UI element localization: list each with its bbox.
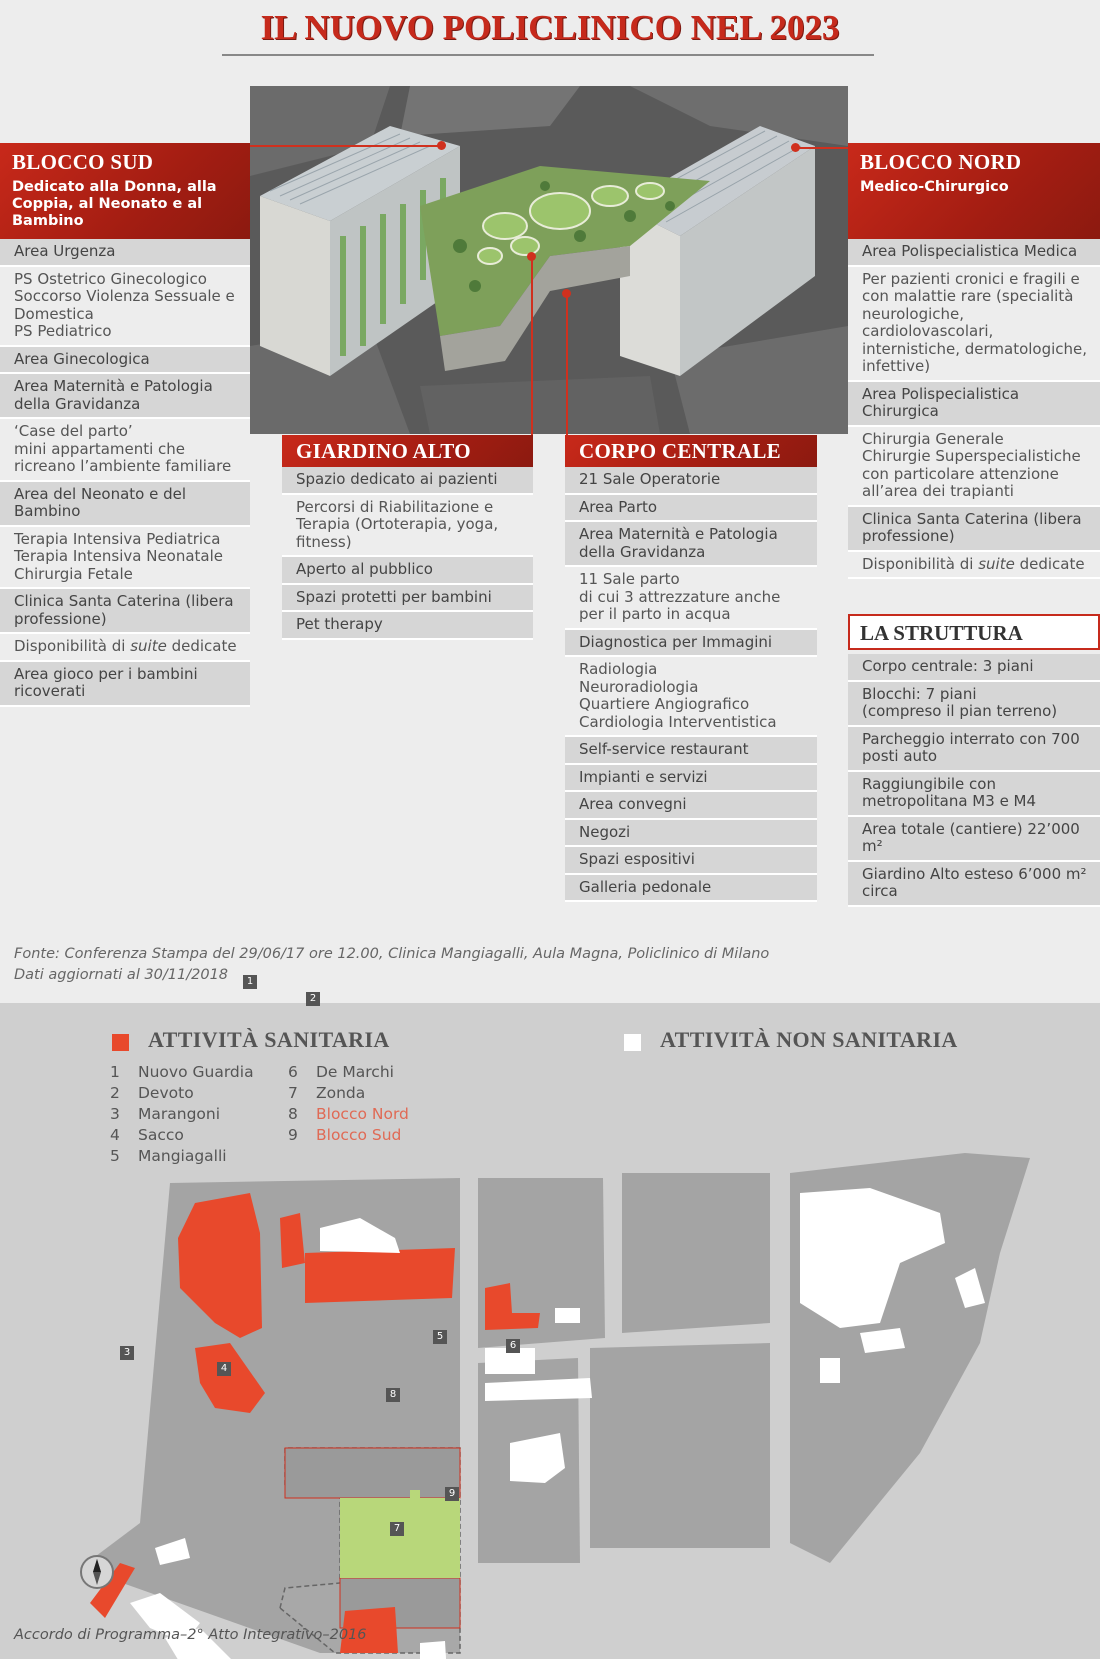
blocco-nord-row: Chirurgia Generale Chirurgie Superspecialistiche con particolare attenzione all’area dei trapianti: [848, 427, 1100, 505]
corpo-centrale-row: Area convegni: [565, 792, 817, 818]
corpo-centrale-row: Impianti e servizi: [565, 765, 817, 791]
legend-number: 6: [288, 1063, 298, 1081]
blocco-sud-row: Area Urgenza: [0, 239, 250, 265]
legend-label: Mangiagalli: [138, 1147, 227, 1165]
la-struttura-row: Area totale (cantiere) 22’000 m²: [848, 817, 1100, 860]
corpo-centrale-row: 21 Sale Operatorie: [565, 467, 817, 493]
corpo-centrale-row: Galleria pedonale: [565, 875, 817, 901]
map-building-label: 7: [390, 1522, 404, 1536]
blocco-sud-row: Area Ginecologica: [0, 347, 250, 373]
corpo-centrale-row: Area Parto: [565, 495, 817, 521]
blocco-nord-heading: BLOCCO NORD: [860, 150, 1022, 174]
row-divider: [848, 905, 1100, 907]
legend-number: 5: [110, 1147, 120, 1165]
connector-line: [795, 147, 848, 149]
corpo-centrale-row: Negozi: [565, 820, 817, 846]
blocco-sud-row: PS Ostetrico Ginecologico Soccorso Violenza Sessuale e Domestica PS Pediatrico: [0, 267, 250, 345]
blocco-sud-row: Clinica Santa Caterina (libera professione): [0, 589, 250, 632]
la-struttura-row: Corpo centrale: 3 piani: [848, 654, 1100, 680]
blocco-nord-row: Clinica Santa Caterina (libera professione): [848, 507, 1100, 550]
map-building-label: 4: [217, 1362, 231, 1376]
connector-dot: [791, 143, 800, 152]
legend-label: Nuovo Guardia: [138, 1063, 254, 1081]
giardino-alto-row: Spazi protetti per bambini: [282, 585, 533, 611]
blocco-sud-header: [0, 143, 250, 239]
blocco-sud-heading: BLOCCO SUD: [12, 150, 154, 174]
giardino-alto-row: Pet therapy: [282, 612, 533, 638]
legend-label: Marangoni: [138, 1105, 221, 1123]
blocco-nord-panel: [848, 143, 1100, 579]
map-building-label: 8: [386, 1388, 400, 1402]
giardino-alto-row: Aperto al pubblico: [282, 557, 533, 583]
site-map-section: [0, 976, 1100, 1659]
site-map: [0, 1003, 1100, 1659]
row-divider: [0, 705, 250, 707]
corpo-centrale-rows: [565, 467, 817, 902]
map-building-label: 3: [120, 1346, 134, 1360]
row-divider: [848, 577, 1100, 579]
source-note: [14, 944, 769, 986]
blocco-sud-row: Area Maternità e Patologia della Gravidanza: [0, 374, 250, 417]
blocco-sud-rows: [0, 239, 250, 707]
map-building-label: 5: [433, 1330, 447, 1344]
corpo-centrale-row: Radiologia Neuroradiologia Quartiere Angiografico Cardiologia Interventistica: [565, 657, 817, 735]
la-struttura-rows: [848, 654, 1100, 907]
giardino-alto-header: [282, 435, 533, 467]
giardino-alto-row: Percorsi di Riabilitazione e Terapia (Ortoterapia, yoga, fitness): [282, 495, 533, 556]
blocco-nord-rows: [848, 239, 1100, 579]
map-building-label: 6: [506, 1339, 520, 1353]
legend-label: De Marchi: [316, 1063, 394, 1081]
blocco-sud-subtitle: Dedicato alla Donna, alla Coppia, al Neonato e al Bambino: [12, 179, 217, 229]
la-struttura-row: Blocchi: 7 piani (compreso il pian terreno): [848, 682, 1100, 725]
la-struttura-header: [848, 614, 1100, 650]
corpo-centrale-row: Spazi espositivi: [565, 847, 817, 873]
blocco-sud-row: Area gioco per i bambini ricoverati: [0, 662, 250, 705]
map-building-label: 1: [243, 975, 257, 989]
connector-dot: [527, 252, 536, 261]
blocco-sud-row: Terapia Intensiva Pediatrica Terapia Intensiva Neonatale Chirurgia Fetale: [0, 527, 250, 588]
giardino-alto-panel: [282, 435, 533, 640]
la-struttura-panel: [848, 614, 1100, 907]
page-title: IL NUOVO POLICLINICO NEL 2023: [260, 8, 840, 47]
blocco-nord-header: [848, 143, 1100, 239]
corpo-centrale-header: [565, 435, 817, 467]
sanitaria-legend-title: ATTIVITÀ SANITARIA: [148, 1027, 390, 1052]
la-struttura-row: Raggiungibile con metropolitana M3 e M4: [848, 772, 1100, 815]
compass-icon: [78, 1553, 116, 1591]
legend-label: Blocco Nord: [316, 1105, 409, 1123]
title-underline: [222, 54, 874, 56]
blocco-nord-subtitle: Medico-Chirurgico: [860, 179, 1009, 195]
blocco-sud-row: Area del Neonato e del Bambino: [0, 482, 250, 525]
corpo-centrale-row: Area Maternità e Patologia della Gravidanza: [565, 522, 817, 565]
source-line: Fonte: Conferenza Stampa del 29/06/17 ore 12.00, Clinica Mangiagalli, Aula Magna, Policlinico di Milano: [14, 946, 770, 962]
map-building-label: 2: [306, 992, 320, 1006]
legend-label: Devoto: [138, 1084, 194, 1102]
corpo-centrale-heading: CORPO CENTRALE: [579, 439, 781, 463]
legend-number: 9: [288, 1126, 298, 1144]
legend-number: 8: [288, 1105, 298, 1123]
connector-line: [566, 294, 568, 435]
legend-number: 3: [110, 1105, 120, 1123]
building-rendering: [250, 86, 848, 434]
legend-number: 2: [110, 1084, 120, 1102]
blocco-nord-row: Per pazienti cronici e fragili e con malattie rare (specialità neurologiche, cardiolovascolari, internistiche, dermatologiche, infettive): [848, 267, 1100, 380]
giardino-alto-heading: GIARDINO ALTO: [296, 439, 471, 463]
legend-label: Zonda: [316, 1084, 366, 1102]
connector-dot: [437, 141, 446, 150]
connector-dot: [562, 289, 571, 298]
corpo-centrale-row: 11 Sale parto di cui 3 attrezzature anche per il parto in acqua: [565, 567, 817, 628]
la-struttura-row: Parcheggio interrato con 700 posti auto: [848, 727, 1100, 770]
giardino-alto-rows: [282, 467, 533, 640]
source-date: Dati aggiornati al 30/11/2018: [14, 967, 229, 983]
legend-number: 4: [110, 1126, 120, 1144]
connector-line: [250, 145, 442, 147]
legend-label: Sacco: [138, 1126, 184, 1144]
blocco-nord-row: Area Polispecialistica Chirurgica: [848, 382, 1100, 425]
la-struttura-heading: LA STRUTTURA: [860, 621, 1023, 645]
legend-number: 1: [110, 1063, 120, 1081]
blocco-nord-row: Disponibilità di suite dedicate: [848, 552, 1100, 578]
row-divider: [282, 638, 533, 640]
map-building-label: 9: [445, 1487, 459, 1501]
giardino-alto-row: Spazio dedicato ai pazienti: [282, 467, 533, 493]
row-divider: [565, 900, 817, 902]
corpo-centrale-panel: [565, 435, 817, 902]
la-struttura-row: Giardino Alto esteso 6’000 m² circa: [848, 862, 1100, 905]
blocco-nord-row: Area Polispecialistica Medica: [848, 239, 1100, 265]
corpo-centrale-row: Self-service restaurant: [565, 737, 817, 763]
non-sanitaria-legend-title: ATTIVITÀ NON SANITARIA: [660, 1027, 958, 1052]
blocco-sud-row: ‘Case del parto’ mini appartamenti che ricreano l’ambiente familiare: [0, 419, 250, 480]
legend-label: Blocco Sud: [316, 1126, 402, 1144]
blocco-sud-panel: [0, 143, 250, 707]
agreement-note: Accordo di Programma–2° Atto Integrativo–2016: [14, 1627, 367, 1643]
corpo-centrale-row: Diagnostica per Immagini: [565, 630, 817, 656]
blocco-sud-row: Disponibilità di suite dedicate: [0, 634, 250, 660]
legend-number: 7: [288, 1084, 298, 1102]
connector-line: [531, 257, 533, 435]
